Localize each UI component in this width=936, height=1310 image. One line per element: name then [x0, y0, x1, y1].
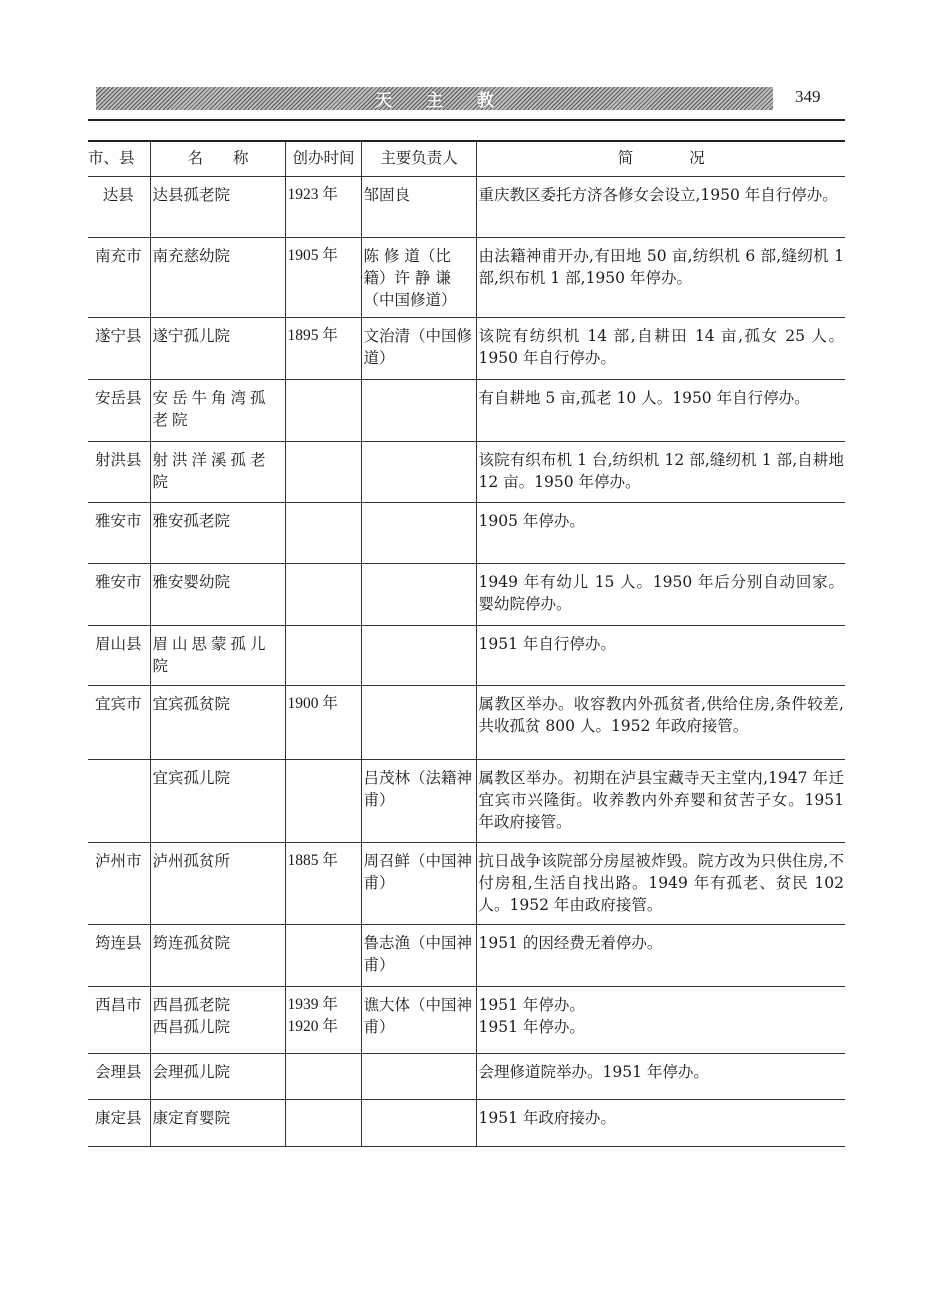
cell-county-text: 筠连县	[94, 934, 142, 952]
cell-leader-text: 邹固良	[363, 186, 411, 204]
cell-description-text: 1949 年有幼儿 15 人。1950 年后分别自动回家。婴幼院停办。	[478, 573, 844, 613]
cell-name-text: 达县孤老院	[152, 186, 231, 204]
cell-county	[88, 564, 150, 626]
cell-founded-text: 1885 年	[287, 852, 338, 869]
cell-description-text: 有自耕地 5 亩,孤老 10 人。1950 年自行停办。	[478, 389, 810, 407]
cell-leader	[361, 503, 476, 564]
cell-county-text: 南充市	[94, 247, 142, 265]
cell-founded-text: 1939 年	[287, 996, 338, 1013]
cell-description-text: 会理修道院举办。1951 年停办。	[478, 1063, 709, 1081]
cell-county-text: 达县	[102, 186, 134, 204]
cell-county	[88, 380, 150, 442]
table-row	[88, 503, 845, 564]
cell-name-text: 安岳牛角湾孤老院	[152, 389, 270, 429]
cell-name	[150, 503, 285, 564]
cell-name-text: 泸州孤贫所	[152, 852, 231, 870]
cell-name	[150, 1100, 285, 1147]
cell-name-text: 射洪洋溪孤老院	[152, 451, 270, 491]
cell-county	[88, 503, 150, 564]
cell-leader	[361, 564, 476, 626]
cell-leader	[361, 238, 476, 318]
cell-county	[88, 318, 150, 380]
cell-county-text: 雅安市	[94, 512, 142, 530]
cell-name-text: 眉山思蒙孤儿院	[152, 635, 270, 675]
cell-founded	[285, 177, 361, 238]
column-header-name-char: 名	[187, 149, 203, 167]
cell-county	[88, 238, 150, 318]
cell-name-text: 西昌孤儿院	[152, 1018, 231, 1036]
cell-founded	[285, 1054, 361, 1100]
cell-founded-text: 1905 年	[287, 247, 338, 264]
cell-description	[476, 626, 845, 686]
cell-leader	[361, 442, 476, 503]
cell-county	[88, 925, 150, 987]
cell-description	[476, 987, 845, 1054]
cell-description-text: 该院有织布机 1 台,纺织机 12 部,缝纫机 1 部,自耕地 12 亩。1950 年停办。	[478, 451, 844, 491]
cell-name-text: 会理孤儿院	[152, 1063, 231, 1081]
cell-leader	[361, 380, 476, 442]
column-header-name	[150, 141, 285, 177]
cell-county	[88, 1100, 150, 1147]
cell-leader-text: 鲁志渔（中国神甫）	[363, 934, 473, 974]
table-row	[88, 987, 845, 1054]
cell-county-text: 射洪县	[94, 451, 142, 469]
cell-description-text: 抗日战争该院部分房屋被炸毁。院方改为只供住房,不付房租,生活自找出路。1949 年有孤老、贫民 102 人。1952 年由政府接管。	[478, 852, 844, 914]
table-row	[88, 925, 845, 987]
column-header-name-char: 称	[232, 149, 249, 167]
column-header-founded: 创办时间	[285, 141, 361, 177]
cell-description-text: 属教区举办。收容教内外孤贫者,供给住房,条件较差,共收孤贫 800 人。1952 年政府接管。	[478, 695, 844, 735]
cell-founded-text: 1900 年	[287, 695, 338, 712]
table-row	[88, 843, 845, 925]
cell-founded	[285, 760, 361, 843]
cell-description-text: 由法籍神甫开办,有田地 50 亩,纺织机 6 部,缝纫机 1 部,织布机 1 部,1950 年停办。	[478, 247, 844, 287]
cell-description	[476, 177, 845, 238]
cell-name-text: 雅安孤老院	[152, 512, 231, 530]
cell-county	[88, 626, 150, 686]
cell-description-text: 1951 年自行停办。	[478, 635, 616, 653]
cell-founded-text: 1895 年	[287, 327, 338, 344]
cell-description-text: 属教区举办。初期在泸县宝藏寺天主堂内,1947 年迁宜宾市兴隆街。收养教内外弃婴和贫苦子女。1951 年政府接管。	[478, 769, 844, 831]
cell-name	[150, 1054, 285, 1100]
cell-founded	[285, 318, 361, 380]
column-header-desc-char: 况	[689, 149, 705, 167]
cell-description	[476, 318, 845, 380]
cell-founded	[285, 564, 361, 626]
column-header-desc-char: 简	[617, 149, 634, 167]
table-row	[88, 626, 845, 686]
cell-description-text: 1951 的因经费无着停办。	[478, 934, 663, 952]
cell-name-text: 南充慈幼院	[152, 247, 231, 265]
cell-leader-text: 吕茂林（法籍神甫）	[363, 769, 473, 809]
cell-founded-text: 1923 年	[287, 186, 338, 203]
cell-leader	[361, 1100, 476, 1147]
section-header-band	[96, 87, 773, 110]
cell-leader	[361, 686, 476, 760]
cell-description	[476, 380, 845, 442]
cell-leader-text: 陈 修 道（比 籍）许 静 谦（中国修道）	[363, 247, 457, 309]
cell-county-text: 康定县	[94, 1109, 142, 1127]
cell-name	[150, 238, 285, 318]
cell-description	[476, 238, 845, 318]
cell-name	[150, 760, 285, 843]
cell-county	[88, 686, 150, 760]
cell-county-text: 眉山县	[94, 635, 142, 653]
cell-county-text: 会理县	[94, 1063, 142, 1081]
cell-leader	[361, 925, 476, 987]
cell-description	[476, 503, 845, 564]
cell-founded	[285, 238, 361, 318]
table-row	[88, 177, 845, 238]
cell-name	[150, 564, 285, 626]
cell-name	[150, 925, 285, 987]
cell-name	[150, 686, 285, 760]
table-row	[88, 318, 845, 380]
cell-county-text: 遂宁县	[94, 327, 142, 345]
cell-founded	[285, 503, 361, 564]
cell-county-text: 宜宾市	[94, 695, 142, 713]
cell-county	[88, 843, 150, 925]
cell-description	[476, 686, 845, 760]
cell-leader	[361, 987, 476, 1054]
cell-name	[150, 442, 285, 503]
cell-county-text: 雅安市	[94, 573, 142, 591]
table-row	[88, 760, 845, 843]
cell-leader	[361, 626, 476, 686]
cell-name-text: 宜宾孤贫院	[152, 695, 231, 713]
orphanage-table	[88, 141, 845, 1147]
table-row	[88, 564, 845, 626]
section-title: 天 主 教	[375, 91, 508, 111]
cell-name	[150, 626, 285, 686]
cell-county	[88, 177, 150, 238]
cell-leader	[361, 1054, 476, 1100]
cell-name-text: 筠连孤贫院	[152, 934, 231, 952]
cell-county	[88, 442, 150, 503]
cell-founded	[285, 925, 361, 987]
cell-description	[476, 564, 845, 626]
cell-name	[150, 380, 285, 442]
column-header-description	[476, 141, 845, 177]
header-rule	[88, 119, 845, 121]
cell-leader	[361, 177, 476, 238]
table-row	[88, 238, 845, 318]
cell-name-text: 宜宾孤儿院	[152, 769, 231, 787]
cell-county	[88, 987, 150, 1054]
cell-description	[476, 1054, 845, 1100]
table-row	[88, 1054, 845, 1100]
cell-leader	[361, 318, 476, 380]
cell-name-text: 遂宁孤儿院	[152, 327, 231, 345]
cell-leader-text: 谯大体（中国神甫）	[363, 996, 473, 1036]
cell-description-text: 1905 年停办。	[478, 512, 585, 530]
column-header-leader: 主要负责人	[361, 141, 476, 177]
cell-description	[476, 1100, 845, 1147]
cell-county	[88, 760, 150, 843]
cell-founded	[285, 686, 361, 760]
cell-leader-text: 文治清（中国修道）	[363, 327, 473, 367]
column-header-county: 市、县	[88, 149, 135, 167]
cell-leader	[361, 843, 476, 925]
cell-founded	[285, 380, 361, 442]
table-row	[88, 380, 845, 442]
cell-description-text: 1951 年政府接办。	[478, 1109, 616, 1127]
cell-leader-text: 周召鲜（中国神甫）	[363, 852, 473, 892]
cell-name-text: 康定育婴院	[152, 1109, 231, 1127]
cell-county-text: 安岳县	[94, 389, 142, 407]
cell-name-text: 西昌孤老院	[152, 996, 231, 1014]
cell-name	[150, 843, 285, 925]
cell-name	[150, 987, 285, 1054]
cell-founded-text: 1920 年	[287, 1018, 338, 1035]
cell-description	[476, 442, 845, 503]
table-row	[88, 686, 845, 760]
table-row	[88, 1100, 845, 1147]
table-row	[88, 442, 845, 503]
cell-founded	[285, 1100, 361, 1147]
cell-description-text: 1951 年停办。	[478, 1018, 585, 1036]
page-number: 349	[795, 87, 821, 106]
table-header-row	[88, 141, 845, 177]
cell-description-text: 该院有纺织机 14 部,自耕田 14 亩,孤女 25 人。1950 年自行停办。	[478, 327, 844, 367]
cell-name	[150, 177, 285, 238]
cell-leader	[361, 760, 476, 843]
cell-description-text: 重庆教区委托方济各修女会设立,1950 年自行停办。	[478, 186, 838, 204]
cell-county-text: 西昌市	[94, 996, 142, 1014]
cell-description	[476, 760, 845, 843]
cell-name	[150, 318, 285, 380]
cell-founded	[285, 442, 361, 503]
cell-founded	[285, 987, 361, 1054]
cell-description-text: 1951 年停办。	[478, 996, 585, 1014]
cell-description	[476, 925, 845, 987]
cell-name-text: 雅安婴幼院	[152, 573, 231, 591]
cell-founded	[285, 626, 361, 686]
cell-county	[88, 1054, 150, 1100]
cell-county-text: 泸州市	[94, 852, 142, 870]
cell-founded	[285, 843, 361, 925]
cell-description	[476, 843, 845, 925]
